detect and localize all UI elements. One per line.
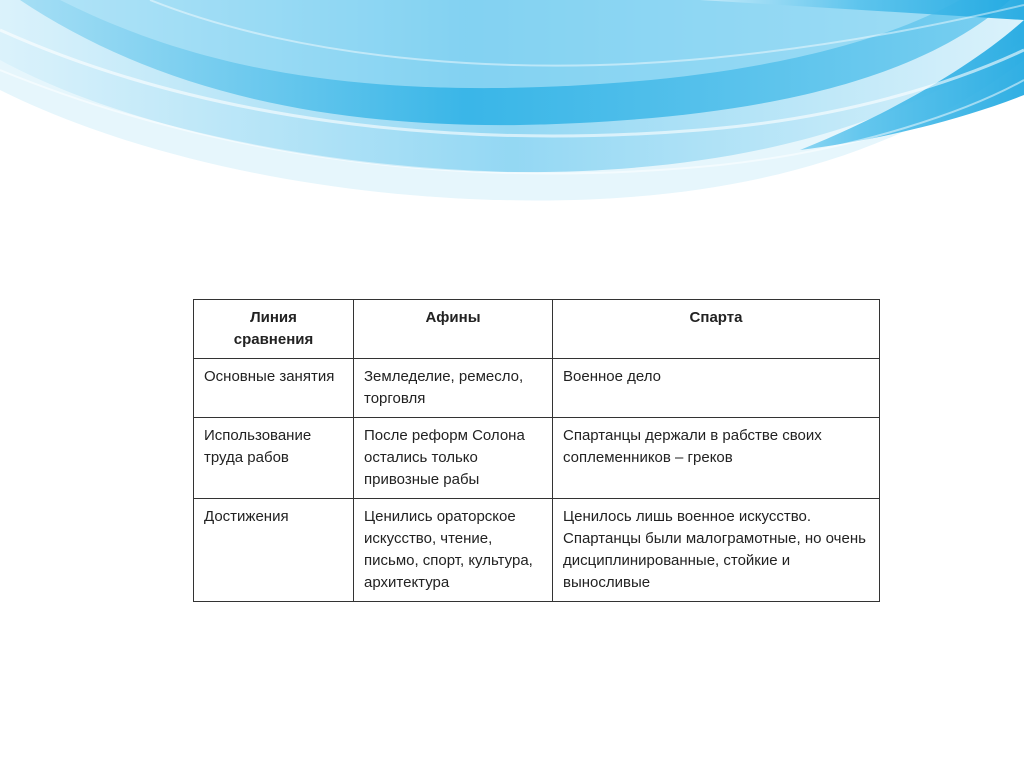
comparison-table [193,299,880,602]
sparta-cell: Ценилось лишь военное искусство. Спартанцы были малограмотные, но очень дисциплинированные, стойкие и выносливые [553,499,880,602]
table-row [194,359,880,418]
header-sparta: Спарта [553,300,880,359]
table-header-row [194,300,880,359]
decorative-wave-header [0,0,1024,230]
athens-cell: Ценились ораторское искусство, чтение, письмо, спорт, культура, архитектура [354,499,553,602]
row-label: Достижения [194,499,354,602]
table-row [194,418,880,499]
table-row [194,499,880,602]
athens-cell: Земледелие, ремесло, торговля [354,359,553,418]
row-label: Использование труда рабов [194,418,354,499]
athens-cell: После реформ Солона остались только привозные рабы [354,418,553,499]
header-athens: Афины [354,300,553,359]
header-comparison-line: Линия сравнения [194,300,354,359]
row-label: Основные занятия [194,359,354,418]
sparta-cell: Спартанцы держали в рабстве своих соплеменников – греков [553,418,880,499]
sparta-cell: Военное дело [553,359,880,418]
